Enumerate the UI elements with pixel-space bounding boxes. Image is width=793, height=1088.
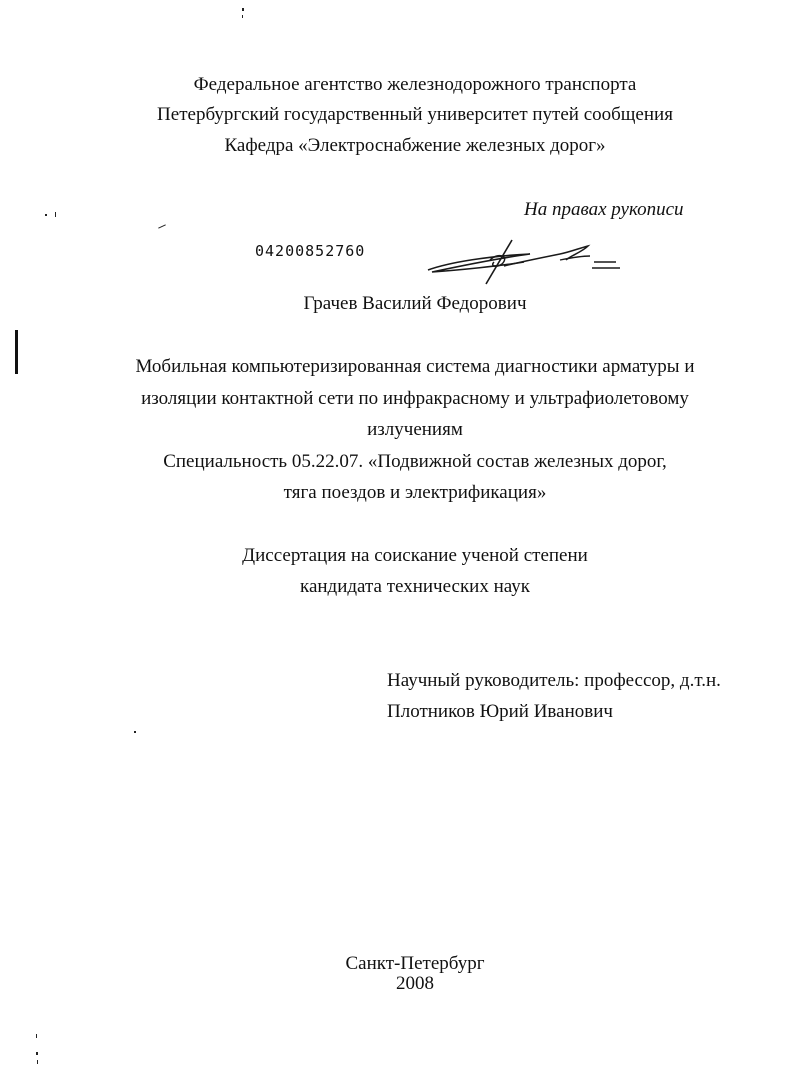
degree-line-2: кандидата технических наук bbox=[300, 576, 530, 597]
scan-mark-bottom-2 bbox=[36, 1052, 38, 1055]
scan-mark-dot bbox=[134, 731, 136, 733]
rights-note: На правах рукописи bbox=[524, 199, 684, 220]
supervisor-line-1: Научный руководитель: профессор, д.т.н. bbox=[387, 670, 721, 691]
department-name: Кафедра «Электроснабжение железных дорог» bbox=[224, 135, 606, 156]
registration-number: 04200852760 bbox=[255, 242, 366, 260]
title-line-2: изоляции контактной сети по инфракрасному и ультрафиолетовому bbox=[141, 388, 689, 409]
scan-mark-dash bbox=[158, 224, 166, 228]
scan-mark-top-2 bbox=[242, 15, 243, 18]
agency-name: Федеральное агентство железнодорожного транспорта bbox=[193, 74, 637, 95]
author-name: Грачев Василий Федорович bbox=[303, 293, 527, 314]
year: 2008 bbox=[396, 973, 434, 994]
scan-mark-bottom bbox=[36, 1034, 37, 1038]
scan-mark-left-2 bbox=[55, 212, 56, 217]
title-line-1: Мобильная компьютеризированная система диагностики арматуры и bbox=[135, 356, 695, 377]
supervisor-line-2: Плотников Юрий Иванович bbox=[387, 701, 613, 722]
signature-image bbox=[420, 232, 630, 292]
degree-line-1: Диссертация на соискание ученой степени bbox=[242, 545, 588, 566]
city: Санкт-Петербург bbox=[345, 953, 485, 974]
scan-mark-bottom-3 bbox=[37, 1060, 38, 1064]
scan-mark-top bbox=[242, 8, 244, 11]
specialty-line-1: Специальность 05.22.07. «Подвижной состав железных дорог, bbox=[163, 451, 667, 472]
scan-mark-left bbox=[45, 214, 47, 216]
title-line-3: излучениям bbox=[367, 419, 463, 440]
specialty-line-2: тяга поездов и электрификация» bbox=[283, 482, 547, 503]
university-name: Петербургский государственный университет путей сообщения bbox=[157, 104, 673, 125]
